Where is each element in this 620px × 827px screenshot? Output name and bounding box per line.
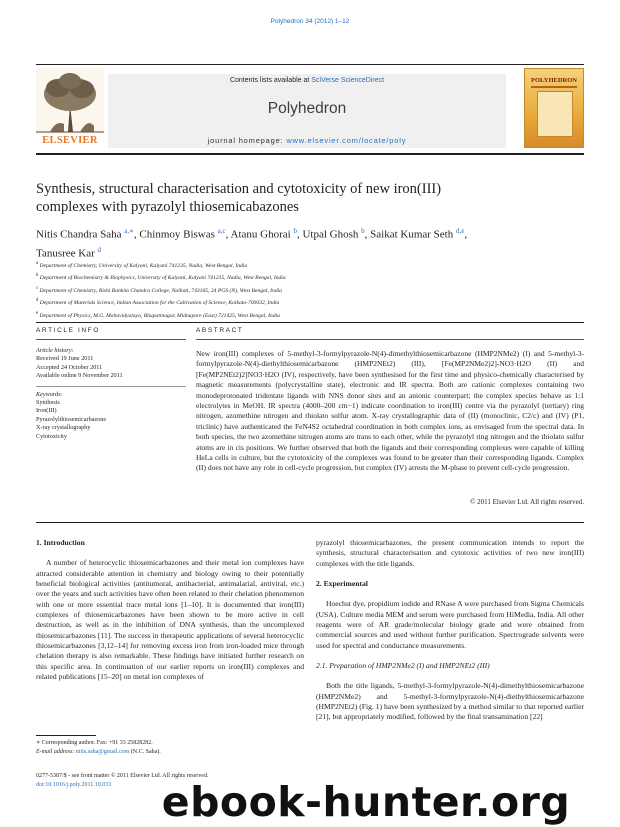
author-name[interactable]: Tanusree Kar	[36, 247, 95, 260]
cover-divider	[531, 86, 577, 88]
subsection-heading-preparation: 2.1. Preparation of HMP2NMe2 (I) and HMP2NEt2 (III)	[316, 661, 490, 671]
article-title-line-1: Synthesis, structural characterisation and cytotoxicity of new iron(III)	[36, 181, 442, 197]
article-title-line-2: complexes with pyrazolyl thiosemicabazones	[36, 199, 299, 215]
abstract-text: New iron(III) complexes of 5-methyl-3-formylpyrazole-N(4)-dimethylthiosemicarbazone (HMP2NMe2) (I) and 5-methyl-3-formylpyrazole-N(4)-diethylthiosemicarbazone (HMP2NEt2) (III), [Fe(MP2NMe2)2]-NO3·H2O (II) and [Fe(MP2NEt2)2]NO3·H2O (IV), respectively, have been synthesised for the first time and physico-chemically characterised by magnetic measurements (polycrystalline state), electronic and IR spectra. Both are cationic complexes containing two monodeprotonated tridentate ligands with NNS donor sites and an anionic counterpart; the complex species behave as 1:1 electrolytes in MeOH. IR spectra (4000–200 cm−1) indicate coordination to iron(III) centre via the pyrazolyl (tertiary) ring nitrogen, azomethine nitrogen and thiolato sulfur atom. X-ray crystallographic data of (II) (monoclinic, C2/c) and (IV) (P1, triclinic) have authenticated the FeN4S2 octahedral coordination in both complex ions, as envisaged from the spectral data. In both species, the two azomethine nitrogen atoms are trans to each other, while the pyrazolyl ring nitrogen and the thiolato sulfur atoms are in cis positions. We further observed that both the ligands and their corresponding complexes were capable of killing HeLa cells in culture, but the cytotoxicity of the complexes was found to be greater than their corresponding ligands. Complex (II) does not have any role in cell-cycle progression, but complex (IV) arrests the M-phase to prevent cell-cycle progression.	[196, 349, 584, 473]
affiliation-item: $^b$ Department of Biochemistry & Biophysics, University of Kalyani, Kalyani 741235, Nadia, West Bengal, India	[36, 273, 286, 282]
accepted-date: Accepted 24 October 2011	[36, 363, 103, 371]
affiliation-item: $^e$ Department of Physics, M.G. Mahavidyalaya, Bhupatinagar, Midnapore (East) 721425, West Bengal, India	[36, 310, 280, 319]
journal-citation-link[interactable]: Polyhedron 34 (2012) 1–12	[270, 18, 350, 25]
corresponding-author-footnote	[36, 739, 304, 756]
keyword-item: X-ray crystallography	[36, 424, 91, 432]
masthead-bottom-rule	[36, 153, 584, 155]
affiliation-item: $^a$ Department of Chemistry, University of Kalyani, Kalyani 741235, Nadia, West Bengal, India	[36, 261, 248, 269]
history-label: Article history:	[36, 347, 74, 354]
masthead-top-rule	[36, 64, 584, 65]
footnote-rule	[36, 735, 96, 736]
author-name[interactable]: Chinmoy Biswas	[139, 228, 215, 241]
tree-icon	[36, 68, 104, 134]
experimental-paragraph: Hoechst dye, propidium iodide and RNase A were purchased from Sigma Chemicals (USA). Culture media MEM and serum were purchased from HiMedia, India. All other reagents were of AR grade/molecular biology grade and were obtained from commercial sources and used without further purification. Spectrograde solvents were used for spectral and conductance measurements.	[316, 599, 584, 650]
journal-title: Polyhedron	[267, 100, 347, 117]
author-affiliation-marker[interactable]: d	[97, 245, 102, 254]
info-divider	[36, 386, 186, 387]
article-info-heading: ARTICLE INFO	[36, 327, 100, 334]
journal-homepage-line	[108, 136, 506, 145]
abstract-heading: ABSTRACT	[196, 327, 244, 334]
body-column-left	[36, 538, 304, 682]
affiliation-item: $^d$ Department of Materials Science, Indian Association for the Cultivation of Science, Kolkata-700032, India	[36, 298, 280, 307]
keyword-item: Iron(III)	[36, 407, 57, 415]
watermark-text: ebook-hunter.org	[161, 778, 571, 826]
abstract-heading-rule	[196, 339, 584, 340]
journal-cover-thumbnail[interactable]	[524, 68, 584, 148]
author-name[interactable]: Utpal Ghosh	[302, 228, 359, 241]
sciencedirect-link[interactable]: SciVerse ScienceDirect	[311, 77, 385, 84]
journal-masthead	[36, 68, 584, 148]
info-heading-rule	[36, 339, 186, 340]
author-name[interactable]: Saikat Kumar Seth	[370, 228, 454, 241]
keyword-item: Pyrazolylthiosemicarbazone	[36, 415, 107, 423]
cover-artwork	[537, 91, 573, 137]
cover-title: POLYHEDRON	[531, 77, 577, 84]
keywords-label: Keywords:	[36, 390, 63, 398]
elsevier-wordmark: ELSEVIER	[42, 135, 98, 146]
keyword-item: Cytotoxicity	[36, 432, 67, 440]
author-affiliation-marker[interactable]: a,∗	[124, 227, 134, 235]
author-affiliation-marker[interactable]: b	[293, 227, 297, 235]
article-info-panel	[36, 347, 186, 441]
author-affiliation-marker[interactable]: b	[361, 227, 365, 235]
homepage-prefix: journal homepage:	[207, 136, 287, 145]
issn-line: 0277-5387/$ - see front matter © 2011 Elsevier Ltd. All rights reserved.	[36, 773, 209, 779]
introduction-paragraph: A number of heterocyclic thiosemicarbazones and their metal ion complexes have attracted considerable attention in chemistry and biology owing to their potentially beneficial biological activities (antitumoral, antibacterial, antimalarial, antiviral, etc.) over the years and such activities have often been related to their chelation phenomenon with one or more essential trace metal ions [1–10]. It is documented that iron(III) complexes of thiosemicarbazones have been shown to be more active in cell destruction, as well as in the inhibition of DNA synthesis, than the uncomplexed thiosemicarbazones [11]. The success in therapeutic applications of several heterocyclic thiosemicarbazones [3,12–14] for removing excess iron from iron-loaded mice through chelation therapy is also remarkable. These findings have initiated further research on this specific area. In continuation of our earlier reports on iron(III) complexes and related publications [15–20] on metal ion complexes of	[36, 558, 304, 682]
contents-available-line	[108, 77, 506, 84]
affiliation-item: $^c$ Department of Chemistry, Rishi Bankim Chandra College, Naihati, 743165, 24 PGS (N), West Bengal, India	[36, 285, 282, 294]
contents-prefix: Contents lists available at	[229, 77, 312, 84]
homepage-link[interactable]: www.elsevier.com/locate/poly	[286, 136, 407, 145]
section-heading-introduction: 1. Introduction	[36, 538, 85, 547]
info-top-rule	[36, 322, 584, 323]
doi-link[interactable]: doi:10.1016/j.poly.2011.10.033	[36, 781, 112, 788]
keyword-item: Synthesis	[36, 399, 60, 407]
article-title	[36, 180, 576, 216]
email-line: E-mail address: nitis.saha@gmail.com (N.C. Saha).	[36, 748, 161, 755]
abstract-bottom-rule	[36, 522, 584, 523]
section-heading-experimental: 2. Experimental	[316, 579, 368, 589]
author-affiliation-marker[interactable]: d,e	[456, 227, 465, 235]
author-affiliation-marker[interactable]: a,c	[217, 227, 226, 235]
elsevier-logo[interactable]	[36, 68, 104, 148]
body-column-right	[316, 538, 584, 723]
journal-header-box	[108, 74, 506, 148]
email-link[interactable]: nitis.saha@gmail.com	[75, 748, 130, 755]
received-date: Received 19 June 2011	[36, 355, 94, 363]
author-name[interactable]: Atanu Ghorai	[230, 228, 291, 241]
online-date: Available online 9 November 2011	[36, 372, 123, 380]
author-list: Nitis Chandra Saha $^{a,∗}$, Chinmoy Biswas $^{a,c}$, Atanu Ghorai $^b$, Utpal Ghosh $^b$, Saikat Kumar Seth $^{d,e}$, Tanusree Kar $^d$	[36, 227, 468, 260]
preparation-paragraph: Both the title ligands, 5-methyl-3-formylpyrazole-N(4)-dimethylthiosemicarbazone (HMP2NMe2) and 5-methyl-3-formylpyrazole-N(4)-diethylthiosemicarbazone (HMP2NEt2) (Fig. 1) have been synthesized by a method similar to that reported earlier [21], but appropriately modified, followed by the final transamination [22]	[316, 681, 584, 722]
corresponding-author-line: ∗ Corresponding author. Fax: +91 33 25828282.	[36, 740, 153, 746]
copyright-notice: © 2011 Elsevier Ltd. All rights reserved.	[470, 498, 584, 506]
continued-paragraph: pyrazolyl thiosemicarbazones, the present communication intends to report the synthesis, structural characterisation and cytotoxic activities of two new iron(III) complexes with the title ligands.	[316, 538, 584, 568]
author-name[interactable]: Nitis Chandra Saha	[36, 228, 122, 241]
affiliation-list	[36, 259, 576, 321]
